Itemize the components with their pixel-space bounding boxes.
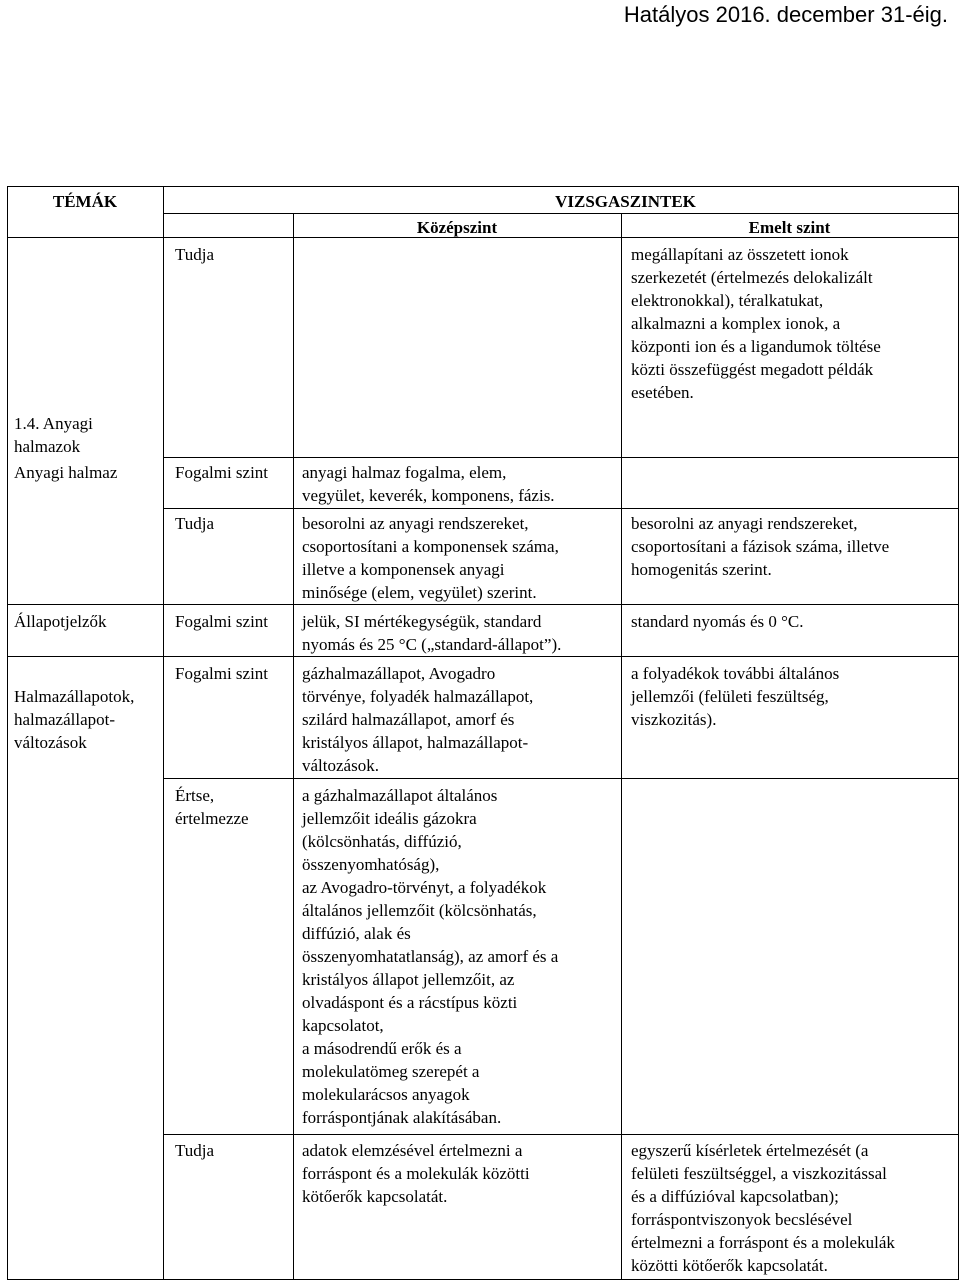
topic-allapotjelzok: Állapotjelzők xyxy=(14,612,107,631)
row-kind: Tudja xyxy=(175,514,215,533)
kozepszint-header: Középszint xyxy=(416,218,498,237)
row-emelt-text: egyszerű kísérletek értelmezését (a felületi feszültséggel, a viszkozitással és a diffúzióval kapcsolatban); forráspontviszonyok becslésével értelmezni a forráspont és a molekulák közötti kötőerők kapcsolatát. xyxy=(631,1141,895,1275)
row-emelt-text: standard nyomás és 0 °C. xyxy=(631,612,804,631)
row-kind: Fogalmi szint xyxy=(175,612,269,631)
effective-date-header: Hatályos 2016. december 31-éig. xyxy=(623,2,948,27)
row-kozep-text: gázhalmazállapot, Avogadro törvénye, folyadék halmazállapot, szilárd halmazállapot, amorf és kristályos állapot, halmazállapot- változások. xyxy=(302,664,534,775)
topic-anyagi-halmaz: Anyagi halmaz xyxy=(14,463,118,482)
row-kind: Értse, értelmezze xyxy=(175,786,249,828)
row-kind: Tudja xyxy=(175,1141,215,1160)
row-kind: Fogalmi szint xyxy=(175,664,269,683)
topic-halmazallapotok: Halmazállapotok, halmazállapot- változások xyxy=(14,687,135,752)
row-kozep-text: besorolni az anyagi rendszereket, csoportosítani a komponensek száma, illetve a komponensek anyagi minősége (elem, vegyület) szerint. xyxy=(302,514,559,602)
row-emelt-text: a folyadékok további általános jellemzői (felületi feszültség, viszkozitás). xyxy=(631,664,840,729)
row-kozep-text: jelük, SI mértékegységük, standard nyomás és 25 °C („standard-állapot”). xyxy=(302,612,562,654)
row-emelt-text: besorolni az anyagi rendszereket, csoportosítani a fázisok száma, illetve homogenitás szerint. xyxy=(631,514,890,579)
vizsgaszintek-header: VIZSGASZINTEK xyxy=(555,192,696,211)
emelt-szint-header: Emelt szint xyxy=(748,218,831,237)
row-kind: Tudja xyxy=(175,245,215,264)
temak-header: TÉMÁK xyxy=(52,192,118,211)
row-kind: Fogalmi szint xyxy=(175,463,269,482)
row-emelt-text: megállapítani az összetett ionok szerkezetét (értelmezés delokalizált elektronokkal), téralkatukat, alkalmazni a komplex ionok, a központi ion és a ligandumok töltése közti összefüggést megadott példák esetében. xyxy=(631,245,881,402)
topic-main: 1.4. Anyagi halmazok xyxy=(14,414,93,456)
row-kozep-text: adatok elemzésével értelmezni a forráspont és a molekulák közötti kötőerők kapcsolatát. xyxy=(302,1141,530,1206)
row-kozep-text: a gázhalmazállapot általános jellemzőit ideális gázokra (kölcsönhatás, diffúzió, összenyomhatóság), az Avogadro-törvényt, a folyadékok általános jellemzőit (kölcsönhatás, diffúzió, alak és összenyomhatatlanság), az amorf és a kristályos állapot jellemzőit, az olvadáspont és a rácstípus közti kapcsolatot, a másodrendű erők és a molekulatömeg szerepét a molekularácsos anyagok forráspontjának alakításában. xyxy=(302,786,559,1127)
row-kozep-text: anyagi halmaz fogalma, elem, vegyület, keverék, komponens, fázis. xyxy=(302,463,555,505)
